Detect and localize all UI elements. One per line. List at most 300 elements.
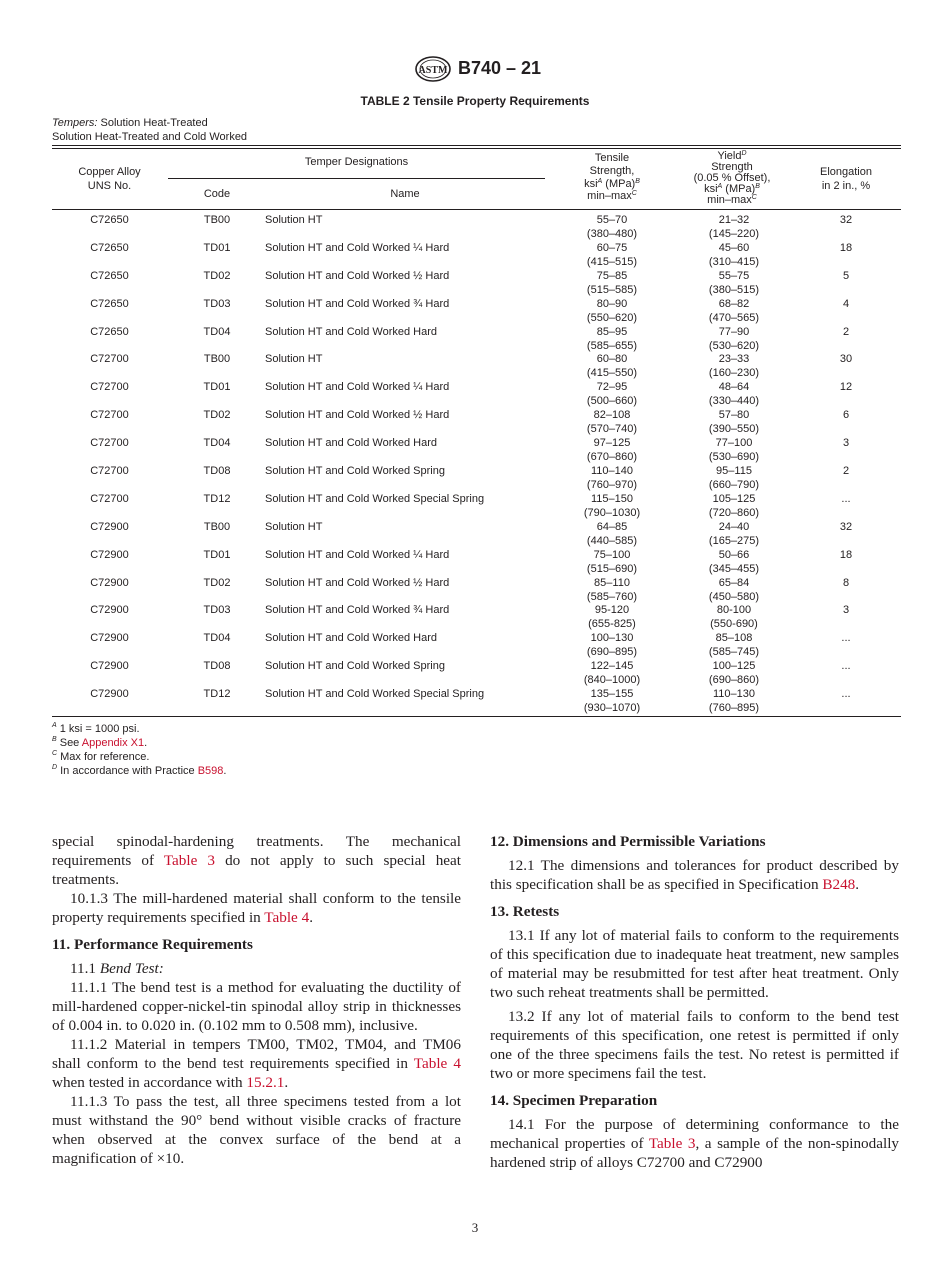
cell-tensile-value: 85–110 — [594, 576, 630, 589]
footnote-text: In accordance with Practice — [57, 765, 198, 777]
cell-alloy-value: C72900 — [90, 576, 129, 589]
cell-code — [179, 464, 255, 478]
cell-name-value: Solution HT and Cold Worked ¾ Hard — [265, 604, 450, 617]
section-heading-12: 12. Dimensions and Permissible Variations — [490, 833, 766, 850]
cell-tensile-value: 64–85 — [596, 520, 628, 533]
table-row — [52, 241, 901, 269]
table-row — [52, 603, 901, 631]
footnote-text: . — [223, 765, 227, 777]
cell-alloy-value: C72900 — [90, 688, 129, 701]
table-bottom-rule — [52, 716, 901, 717]
cell-tensile — [547, 436, 677, 464]
cell-code-value: TD04 — [203, 437, 231, 450]
cell-elongation — [796, 436, 896, 450]
cell-tensile — [547, 659, 677, 687]
table-row — [52, 297, 901, 325]
cell-name-value: Solution HT and Cold Worked Spring — [265, 465, 445, 478]
header-code: Code — [203, 188, 231, 200]
cell-elongation — [796, 576, 896, 590]
footnote-mark-a: A — [717, 183, 723, 190]
cell-elongation — [796, 548, 896, 562]
cell-code — [179, 297, 255, 311]
cell-code-value: TD02 — [203, 409, 231, 422]
cell-elongation-value: 8 — [842, 576, 850, 589]
body-column-right — [490, 832, 899, 1172]
cell-elongation-value: 30 — [839, 353, 853, 366]
cell-name-value: Solution HT and Cold Worked ¾ Hard — [265, 297, 450, 310]
cell-tensile-value: 122–145 — [590, 660, 634, 673]
paragraph-13-2: 13.2 If any lot of material fails to conform to the bend test requirements of this specification, one retest is permitted if only one of the three specimens fails the test. No retest is permitted if two or more specimens fail the test. — [490, 1008, 899, 1082]
cell-code-value: TB00 — [203, 214, 231, 226]
cell-alloy-value: C72900 — [90, 520, 129, 533]
table-3-link[interactable]: Table 3 — [163, 852, 215, 869]
cell-yield-value: 95–115 — [716, 465, 752, 478]
cell-alloy — [52, 297, 167, 311]
cell-name-value: Solution HT and Cold Worked Hard — [265, 632, 438, 645]
cell-elongation — [796, 520, 896, 534]
header-alloy-line1: Copper Alloy — [78, 166, 141, 178]
paragraph-text: , a sample of the non-spinodally hardened strip of alloys C72700 and C72900 — [490, 1135, 900, 1171]
section-heading-11: 11. Performance Requirements — [52, 936, 253, 953]
cell-code-value: TD08 — [203, 465, 231, 478]
cell-yield-mpa: (660–790) — [708, 479, 760, 492]
cell-alloy — [52, 492, 167, 506]
cell-yield-value: 110–130 — [712, 688, 755, 701]
footnote-mark-c: C — [631, 190, 637, 197]
cell-code — [179, 269, 255, 283]
table-row — [52, 631, 901, 659]
cell-code-value: TB00 — [203, 353, 231, 366]
cell-tensile — [547, 603, 677, 631]
cell-name-value: Solution HT and Cold Worked Hard — [265, 437, 438, 450]
cell-elongation — [796, 241, 896, 255]
table-title: TABLE 2 Tensile Property Requirements — [360, 94, 590, 108]
paragraph-11-1-1: 11.1.1 The bend test is a method for evaluating the ductility of mill-hardened copper-nickel-tin spinodal alloy strip in thicknesses of 0.004 in. to 0.020 in. (0.102 mm to 0.508 mm), inclusive. — [52, 979, 461, 1034]
cell-tensile — [547, 631, 677, 659]
cell-elongation-value: 3 — [842, 604, 850, 617]
header-yield-ksi: ksi — [704, 183, 718, 195]
cell-name — [265, 325, 437, 339]
header-tensile-line4 — [547, 191, 677, 202]
table-footnotes — [52, 722, 226, 778]
cell-tensile — [547, 464, 677, 492]
cell-tensile-value: 75–100 — [593, 548, 631, 561]
cell-elongation-value: ... — [841, 688, 851, 701]
footnote-link[interactable]: B598 — [197, 765, 224, 777]
cell-tensile-mpa: (790–1030) — [583, 506, 641, 519]
cell-yield-mpa: (390–550) — [708, 423, 760, 436]
cell-alloy — [52, 631, 167, 645]
header-yield-line2: Strength — [711, 161, 753, 173]
cell-tensile — [547, 687, 677, 715]
cell-name-value: Solution HT and Cold Worked Spring — [265, 660, 445, 673]
cell-tensile-value: 95-120 — [594, 604, 630, 617]
cell-tensile-value: 97–125 — [593, 437, 631, 450]
cell-name — [265, 269, 449, 283]
footnote-link[interactable]: Appendix X1 — [81, 737, 145, 749]
cell-elongation-value: 18 — [839, 241, 853, 254]
cell-elongation-value: ... — [841, 632, 851, 645]
cell-alloy-value: C72900 — [90, 604, 129, 617]
cell-yield — [669, 548, 799, 576]
cell-tensile-mpa: (585–760) — [586, 590, 638, 603]
cell-name-value: Solution HT and Cold Worked ¼ Hard — [265, 548, 450, 561]
cell-yield — [669, 687, 799, 715]
cell-yield — [669, 325, 799, 353]
cell-tensile — [547, 548, 677, 576]
cell-elongation-value: ... — [841, 492, 851, 505]
cell-yield-value: 105–125 — [712, 492, 756, 505]
cell-name-value: Solution HT and Cold Worked ½ Hard — [265, 576, 450, 589]
cell-code-value: TD12 — [203, 492, 231, 505]
cell-alloy — [52, 325, 167, 339]
cell-alloy-value: C72700 — [90, 465, 129, 478]
cell-elongation-value: 3 — [842, 437, 850, 450]
cell-code — [179, 352, 255, 366]
cell-name — [265, 603, 449, 617]
footnote-mark-b: B — [755, 183, 760, 190]
cell-code — [179, 325, 255, 339]
cell-code — [179, 548, 255, 562]
cell-code-value: TD01 — [203, 241, 231, 254]
cell-code — [179, 576, 255, 590]
cell-alloy — [52, 687, 167, 701]
cell-tensile-mpa: (760–970) — [586, 479, 638, 492]
cell-yield-mpa: (470–565) — [708, 311, 760, 324]
cell-yield — [669, 603, 799, 631]
header-yield-line3: (0.05 % Offset), — [693, 172, 771, 184]
cell-name — [265, 436, 437, 450]
header-tensile-minmax: min–max — [587, 190, 632, 202]
cell-alloy-value: C72700 — [90, 409, 129, 422]
cell-tensile-value: 82–108 — [593, 409, 631, 422]
cell-elongation-value: 6 — [842, 409, 850, 422]
cell-yield-mpa: (450–580) — [708, 590, 760, 603]
cell-yield — [669, 576, 799, 604]
paragraph-text: 14.1 For the purpose of determining conformance to the mechanical properties of — [490, 1116, 899, 1152]
cell-code — [179, 659, 255, 673]
cell-yield — [669, 380, 799, 408]
cell-yield-value: 23–33 — [718, 353, 750, 366]
footnote-mark-b: B — [635, 178, 640, 185]
cell-tensile-value: 115–150 — [590, 492, 633, 505]
footnote-mark-d: D — [741, 150, 747, 157]
cell-tensile-mpa: (670–860) — [586, 451, 638, 464]
cell-tensile — [547, 380, 677, 408]
table-4-link[interactable]: Table 4 — [264, 909, 310, 926]
tempers-line-2: Solution Heat-Treated and Cold Worked — [52, 131, 248, 143]
cell-yield-value: 77–100 — [715, 437, 753, 450]
cell-tensile — [547, 520, 677, 548]
footnote-mark: B — [52, 736, 57, 743]
header-tensile-ksi: ksi — [584, 178, 598, 190]
cell-yield-value: 24–40 — [718, 520, 750, 533]
paragraph-text: when tested in accordance with — [52, 1074, 247, 1091]
cell-name — [265, 548, 449, 562]
cell-tensile-mpa: (415–515) — [586, 255, 638, 268]
cell-elongation — [796, 213, 896, 227]
cell-code — [179, 603, 255, 617]
cell-tensile — [547, 492, 677, 520]
table-row — [52, 659, 901, 687]
cell-yield — [669, 436, 799, 464]
cell-tensile-mpa: (550–620) — [586, 311, 638, 324]
table-3-link[interactable]: Table 3 — [648, 1135, 696, 1152]
cell-elongation — [796, 492, 896, 506]
footnote-mark: A — [52, 722, 57, 729]
header-alloy-line2: UNS No. — [87, 180, 132, 192]
cell-yield-value: 55–75 — [718, 269, 750, 282]
cell-alloy — [52, 659, 167, 673]
cell-code — [179, 687, 255, 701]
cell-alloy-value: C72650 — [90, 297, 129, 310]
table-row — [52, 492, 901, 520]
header-tensile-line3 — [547, 179, 677, 190]
cell-alloy — [52, 408, 167, 422]
cell-name — [265, 464, 445, 478]
cell-name — [265, 492, 484, 506]
cell-elongation-value: 32 — [839, 520, 853, 533]
cell-alloy — [52, 520, 167, 534]
cell-yield — [669, 408, 799, 436]
cell-alloy — [52, 464, 167, 478]
cell-code-value: TD03 — [203, 297, 231, 310]
svg-text:ASTM: ASTM — [418, 65, 448, 76]
table-row — [52, 325, 901, 353]
cell-name-value: Solution HT — [265, 520, 323, 533]
b248-link[interactable]: B248 — [822, 876, 856, 893]
header-yield-mpa: (MPa) — [722, 183, 756, 195]
cell-elongation-value: 32 — [839, 214, 853, 226]
paragraph-text: . — [284, 1074, 289, 1091]
paragraph-text: . — [309, 909, 313, 926]
footnote-text: 1 ksi = 1000 psi. — [56, 723, 140, 735]
cell-alloy-value: C72700 — [90, 492, 129, 505]
cell-tensile — [547, 269, 677, 297]
cell-code-value: TD01 — [203, 381, 231, 394]
cell-alloy-value: C72900 — [90, 660, 129, 673]
table-row — [52, 548, 901, 576]
cell-name — [265, 408, 449, 422]
tempers-label: Tempers: — [52, 117, 98, 129]
cell-elongation — [796, 603, 896, 617]
cell-elongation-value: 2 — [842, 325, 850, 338]
cell-code — [179, 380, 255, 394]
cell-yield-value: 100–125 — [712, 660, 756, 673]
paragraph-10-1-3 — [52, 889, 461, 927]
cell-yield-mpa: (690–860) — [708, 674, 760, 687]
cell-tensile — [547, 213, 677, 241]
cell-elongation — [796, 631, 896, 645]
cell-tensile-value: 80–90 — [596, 297, 628, 310]
cell-yield-mpa: (330–440) — [708, 395, 760, 408]
table-4-link[interactable]: Table 4 — [413, 1055, 461, 1072]
cell-tensile-mpa: (690–895) — [586, 646, 638, 659]
table-row — [52, 408, 901, 436]
cell-name-value: Solution HT — [265, 353, 323, 366]
cell-name — [265, 380, 449, 394]
cell-name — [265, 659, 445, 673]
cell-code-value: TD01 — [203, 548, 231, 561]
cell-alloy-value: C72650 — [90, 214, 129, 226]
cell-yield — [669, 464, 799, 492]
footnote-text: . — [144, 737, 148, 749]
cell-alloy-value: C72900 — [90, 632, 129, 645]
cell-code-value: TD02 — [203, 576, 231, 589]
cell-tensile — [547, 576, 677, 604]
cell-name-value: Solution HT and Cold Worked ¼ Hard — [265, 241, 450, 254]
table-row — [52, 687, 901, 715]
cell-name — [265, 631, 437, 645]
footnote-b — [52, 736, 226, 750]
cell-yield — [669, 492, 799, 520]
table-top-rule-double — [52, 148, 901, 149]
cell-elongation — [796, 269, 896, 283]
cell-alloy-value: C72650 — [90, 269, 129, 282]
cell-tensile — [547, 241, 677, 269]
header-alloy — [52, 167, 167, 192]
cell-yield — [669, 659, 799, 687]
cell-alloy-value: C72650 — [90, 325, 129, 338]
cell-code — [179, 241, 255, 255]
cell-alloy — [52, 213, 167, 227]
cell-name-value: Solution HT and Cold Worked Special Spring — [265, 492, 485, 505]
table-top-rule — [52, 145, 901, 146]
cell-tensile-value: 135–155 — [590, 688, 634, 701]
cell-alloy-value: C72700 — [90, 353, 129, 366]
cell-yield — [669, 297, 799, 325]
astm-logo-icon — [414, 56, 452, 82]
header-tensile-mpa: (MPa) — [602, 178, 636, 190]
cell-code-value: TD02 — [203, 269, 231, 282]
cell-yield — [669, 213, 799, 241]
cell-elongation — [796, 687, 896, 701]
cell-name — [265, 297, 449, 311]
cell-name — [265, 520, 322, 534]
bend-test-title: Bend Test: — [99, 960, 164, 977]
cell-elongation-value: 2 — [842, 465, 850, 478]
paragraph-text: 11.1.2 Material in tempers TM00, TM02, TM04, and TM06 shall conform to the bend test requirements specified in — [52, 1036, 461, 1072]
cell-code-value: TD03 — [203, 604, 231, 617]
section-heading-14: 14. Specimen Preparation — [490, 1092, 658, 1109]
cell-tensile-value: 72–95 — [596, 381, 628, 394]
cell-alloy — [52, 576, 167, 590]
cell-elongation — [796, 659, 896, 673]
cell-alloy — [52, 380, 167, 394]
cell-yield-mpa: (585–745) — [708, 646, 760, 659]
footnote-mark-a: A — [597, 178, 603, 185]
section-15-2-1-link[interactable]: 15.2.1 — [246, 1074, 285, 1091]
paragraph-14-1 — [490, 1115, 899, 1172]
cell-tensile-value: 60–80 — [596, 353, 628, 366]
cell-code — [179, 408, 255, 422]
cell-yield-mpa: (760–895) — [708, 702, 760, 715]
header-yield — [667, 151, 797, 206]
cell-code — [179, 436, 255, 450]
paragraph-text: 11.1 — [70, 960, 100, 977]
paragraph-11-1-3: 11.1.3 To pass the test, all three specimens tested from a lot must withstand the 90° bend without visible cracks of fracture when observed at the convex surface of the bend at a magnification of ×10. — [52, 1093, 461, 1167]
cell-name — [265, 352, 322, 366]
paragraph-text: . — [855, 876, 860, 893]
header-yield-line5 — [667, 195, 797, 206]
header-yield-label: Yield — [717, 150, 742, 162]
temper-header-rule — [168, 178, 545, 179]
cell-elongation — [796, 464, 896, 478]
cell-tensile-mpa: (440–585) — [586, 534, 638, 547]
cell-tensile-value: 100–130 — [590, 632, 634, 645]
footnote-d — [52, 764, 226, 778]
cell-code-value: TD12 — [203, 688, 231, 701]
cell-code-value: TD08 — [203, 660, 231, 673]
cell-yield — [669, 269, 799, 297]
cell-elongation-value: 18 — [839, 548, 853, 561]
table-header-rule — [52, 209, 901, 210]
cell-code — [179, 213, 255, 227]
tempers-line-1: Solution Heat-Treated — [100, 117, 208, 129]
header-temper-designations: Temper Designations — [304, 156, 409, 168]
cell-name — [265, 213, 322, 227]
cell-alloy — [52, 436, 167, 450]
cell-alloy-value: C72700 — [90, 437, 129, 450]
cell-tensile-mpa: (515–585) — [586, 283, 638, 296]
paragraph-11-1-2 — [52, 1035, 461, 1092]
table-row — [52, 520, 901, 548]
cell-name-value: Solution HT and Cold Worked ½ Hard — [265, 409, 450, 422]
cell-tensile-value: 75–85 — [596, 269, 628, 282]
cell-alloy — [52, 352, 167, 366]
cell-yield-value: 45–60 — [718, 241, 750, 254]
cell-name-value: Solution HT and Cold Worked ½ Hard — [265, 269, 450, 282]
cell-tensile-mpa: (415–550) — [586, 367, 638, 380]
cell-alloy — [52, 269, 167, 283]
cell-code — [179, 631, 255, 645]
cell-yield-value: 80-100 — [716, 604, 752, 617]
cell-tensile — [547, 352, 677, 380]
footnote-a — [52, 722, 226, 736]
cell-yield-value: 21–32 — [718, 214, 750, 226]
cell-yield-value: 48–64 — [718, 381, 750, 394]
header-elongation-line1: Elongation — [820, 166, 872, 178]
table-row — [52, 464, 901, 492]
cell-yield-mpa: (345–455) — [708, 562, 760, 575]
cell-tensile — [547, 408, 677, 436]
cell-yield-mpa: (310–415) — [708, 255, 760, 268]
cell-yield-mpa: (720–860) — [708, 506, 760, 519]
cell-tensile-mpa: (500–660) — [586, 395, 638, 408]
cell-code-value: TD04 — [203, 325, 231, 338]
cell-alloy — [52, 241, 167, 255]
paragraph-text: 10.1.3 The mill-hardened material shall conform to the tensile property requirements specified in — [52, 890, 461, 926]
cell-yield-mpa: (160–230) — [708, 367, 760, 380]
cell-name — [265, 241, 449, 255]
cell-elongation-value: 5 — [842, 269, 850, 282]
cell-yield-mpa: (530–620) — [708, 339, 760, 352]
cell-tensile-value: 60–75 — [596, 241, 628, 254]
paragraph-text: special spinodal-hardening treatments. The mechanical requirements of — [52, 833, 461, 869]
paragraph-12-1 — [490, 856, 899, 894]
footnote-text: See — [56, 737, 82, 749]
cell-tensile-value: 85–95 — [596, 325, 628, 338]
header-tensile-line1: Tensile — [594, 152, 630, 164]
cell-tensile — [547, 325, 677, 353]
footnote-mark: C — [52, 750, 58, 757]
cell-yield-mpa: (530–690) — [708, 451, 760, 464]
cell-alloy — [52, 548, 167, 562]
header-elongation-line2: in 2 in., % — [821, 180, 871, 192]
section-heading-13: 13. Retests — [490, 903, 560, 920]
cell-yield — [669, 352, 799, 380]
paragraph-text: do not apply to such special heat treatments. — [52, 852, 461, 888]
